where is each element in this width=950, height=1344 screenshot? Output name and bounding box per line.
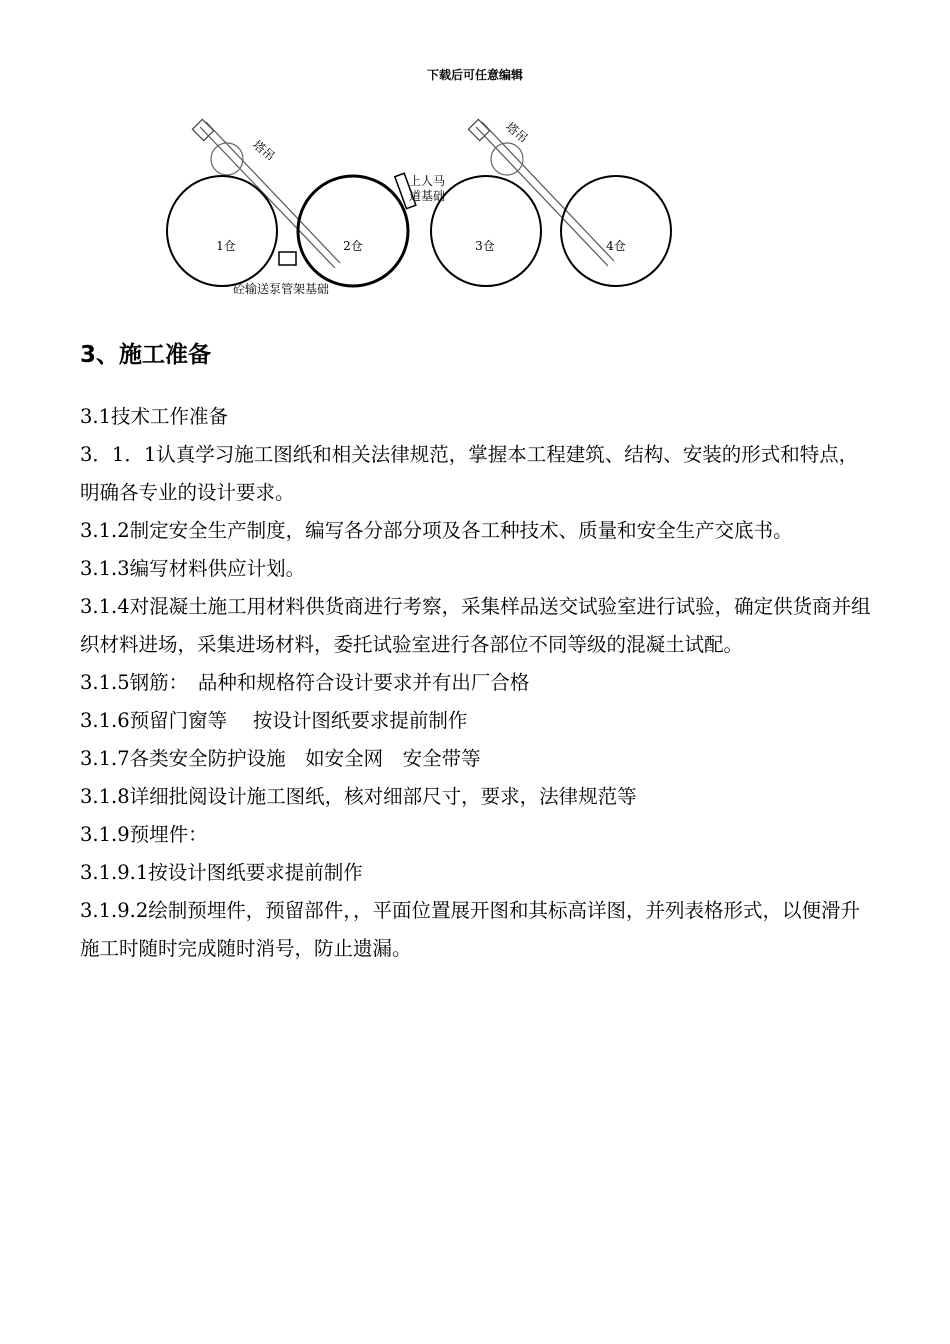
silo-label-2: 2仓 bbox=[343, 239, 363, 253]
silo-label-4: 4仓 bbox=[606, 239, 626, 253]
paragraph bbox=[80, 398, 872, 968]
tower-crane-1 bbox=[192, 119, 340, 268]
ramp-label-line2: 道基础 bbox=[409, 189, 446, 203]
paragraph-text: 3.1.4对混凝土施工用材料供货商进行考察，采集样品送交试验室进行试验，确定供货商并组织材料进场，采集进场材料，委托试验室进行各部位不同等级的混凝土试配。 bbox=[80, 595, 871, 656]
paragraph-text: 3.1.2制定安全生产制度，编写各分部分项及各工种技术、质量和安全生产交底书。 bbox=[80, 519, 793, 542]
crane-label-2: 塔吊 bbox=[503, 119, 531, 146]
paragraph-text: 3.1.3编写材料供应计划。 bbox=[80, 557, 306, 580]
paragraph-text: 3.1技术工作准备 bbox=[80, 405, 229, 428]
crane-label-1: 塔吊 bbox=[250, 137, 278, 164]
paragraph-text: 3.1.6预留门窗等 按设计图纸要求提前制作 bbox=[80, 709, 468, 732]
ramp-label-line1: 上人马 bbox=[409, 174, 446, 188]
paragraph-text: 3.1.8详细批阅设计施工图纸，核对细部尺寸，要求，法律规范等 bbox=[80, 785, 637, 808]
header-note: 下载后可任意编辑 bbox=[426, 68, 523, 82]
pump-pipe-foundation bbox=[279, 252, 296, 265]
silo-2 bbox=[298, 176, 408, 286]
section-heading: 3、施工准备 bbox=[80, 342, 212, 368]
paragraph-text: 3.1.9.2绘制预埋件，预留部件，，平面位置展开图和其标高详图，并列表格形式，以便滑升施工时随时完成随时消号，防止遗漏。 bbox=[80, 899, 860, 960]
silo-1 bbox=[167, 176, 277, 286]
paragraph-text: 3.1.9.1按设计图纸要求提前制作 bbox=[80, 861, 363, 884]
paragraph-text: 3．1．1认真学习施工图纸和相关法律规范，掌握本工程建筑、结构、安装的形式和特点，明确各专业的设计要求。 bbox=[80, 443, 859, 504]
silo-label-3: 3仓 bbox=[475, 239, 495, 253]
pump-label: 砼输送泵管架基础 bbox=[233, 282, 330, 296]
paragraph-text: 3.1.5钢筋： 品种和规格符合设计要求并有出厂合格 bbox=[80, 671, 530, 694]
silo-label-1: 1仓 bbox=[216, 239, 236, 253]
silo-3 bbox=[431, 176, 541, 286]
silo-4 bbox=[561, 176, 671, 286]
silo-layout-diagram bbox=[0, 0, 950, 320]
paragraph-text: 3.1.9预埋件： bbox=[80, 823, 208, 846]
paragraph-text: 3.1.7各类安全防护设施 如安全网 安全带等 bbox=[80, 747, 481, 770]
